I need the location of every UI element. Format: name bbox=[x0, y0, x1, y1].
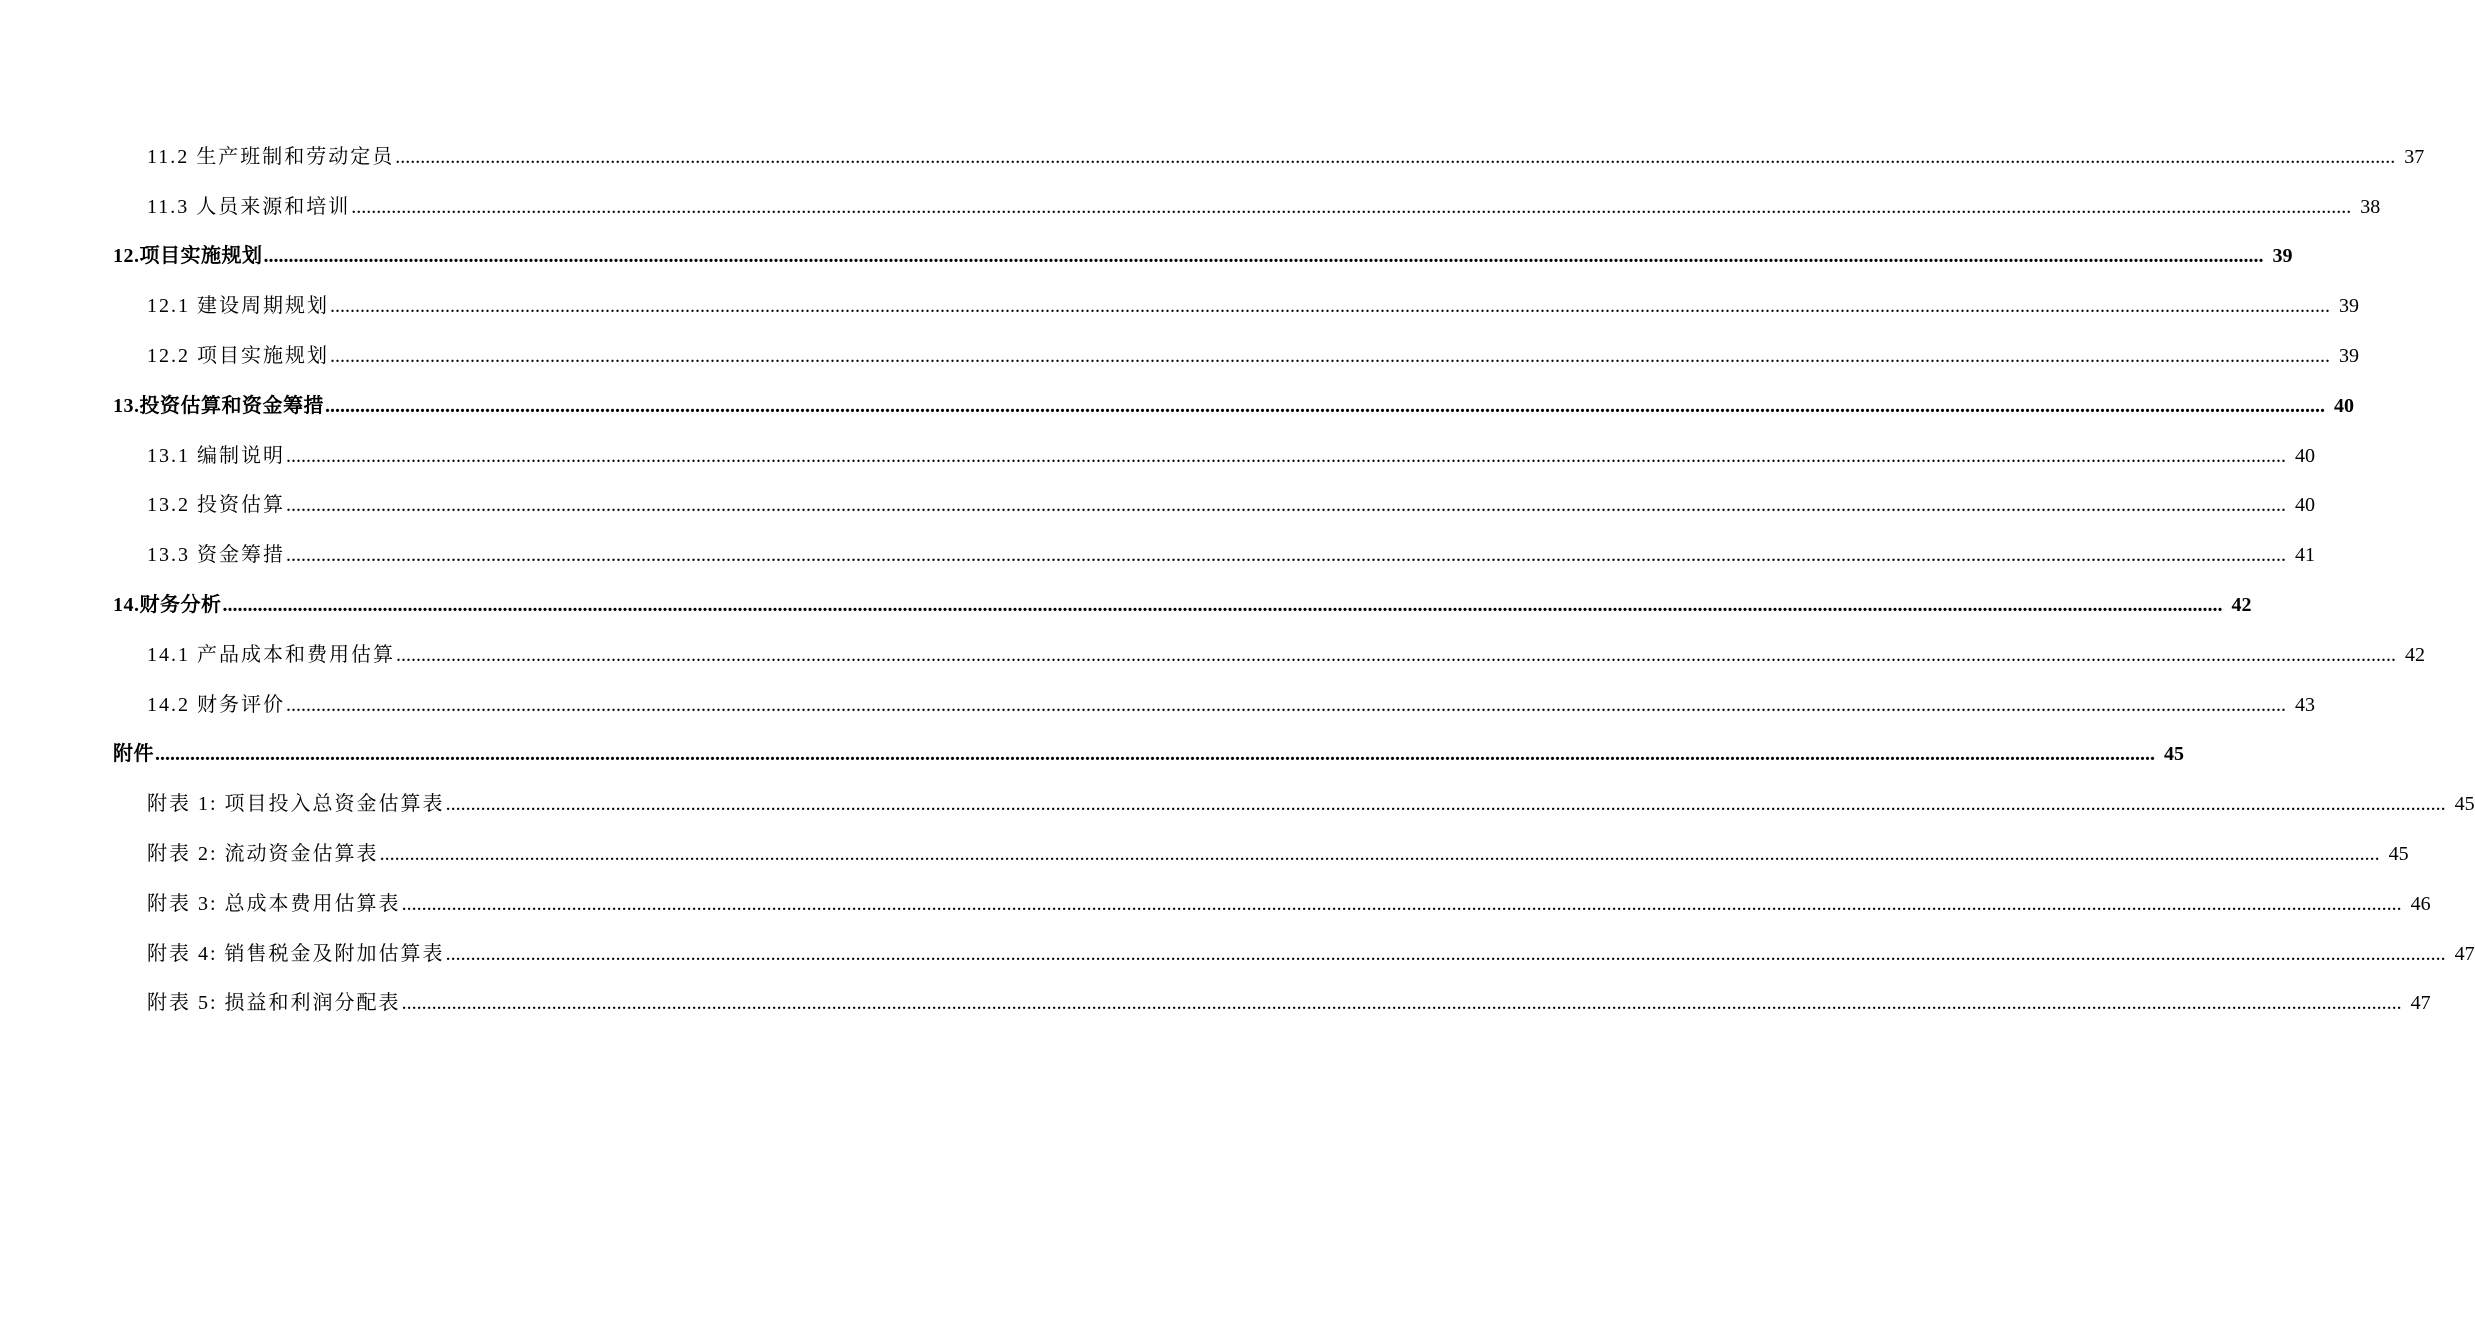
toc-page-number: 39 bbox=[2339, 295, 2359, 318]
toc-entry-9[interactable] bbox=[0, 517, 2315, 567]
toc-entry-7[interactable] bbox=[0, 418, 2315, 468]
toc-dot-leader: ................................................................................................................................................................................................................................................................................................................................................................................................................ bbox=[351, 195, 2352, 218]
toc-dot-leader: ................................................................................................................................................................................................................................................................................................................................................................................................................ bbox=[396, 643, 2396, 666]
toc-dot-leader: ................................................................................................................................................................................................................................................................................................................................................................................................................ bbox=[401, 992, 2402, 1015]
toc-entry-title: 14.2 财务评价 bbox=[147, 693, 285, 716]
toc-dot-leader: ................................................................................................................................................................................................................................................................................................................................................................................................................ bbox=[330, 344, 2330, 367]
toc-page-number: 40 bbox=[2295, 444, 2315, 467]
toc-dot-leader: ................................................................................................................................................................................................................................................................................................................................................................................................................ bbox=[401, 892, 2402, 915]
toc-entry-title: 11.2 生产班制和劳动定员 bbox=[147, 145, 395, 168]
toc-entry-11[interactable] bbox=[0, 617, 2425, 667]
toc-dot-leader: ................................................................................................................................................................................................................................................................................................................................................................................................................ bbox=[445, 942, 2446, 965]
toc-entry-14[interactable] bbox=[0, 766, 2475, 816]
toc-entry-title: 13.1 编制说明 bbox=[147, 444, 285, 467]
toc-page-number: 46 bbox=[2410, 892, 2431, 915]
toc-page-number: 45 bbox=[2454, 793, 2475, 816]
toc-dot-leader: ................................................................................................................................................................................................................................................................................................................................................................................................................ bbox=[330, 295, 2330, 318]
toc-entry-10[interactable] bbox=[0, 567, 2252, 617]
toc-entry-title: 13.投资估算和资金筹措 bbox=[113, 394, 324, 417]
toc-entry-title: 附表 5: 损益和利润分配表 bbox=[147, 992, 401, 1015]
toc-page-number: 45 bbox=[2164, 743, 2184, 766]
toc-entry-title: 附表 2: 流动资金估算表 bbox=[147, 842, 379, 865]
toc-entry-8[interactable] bbox=[0, 468, 2315, 518]
toc-entry-4[interactable] bbox=[0, 268, 2359, 318]
toc-dot-leader: ................................................................................................................................................................................................................................................................................................................................................................................................................ bbox=[222, 593, 2223, 616]
toc-entry-1[interactable] bbox=[0, 119, 2425, 169]
toc-page-number: 39 bbox=[2339, 344, 2359, 367]
toc-dot-leader: ................................................................................................................................................................................................................................................................................................................................................................................................................ bbox=[286, 494, 2286, 517]
toc-dot-leader: ................................................................................................................................................................................................................................................................................................................................................................................................................ bbox=[286, 444, 2286, 467]
toc-dot-leader: ................................................................................................................................................................................................................................................................................................................................................................................................................ bbox=[263, 245, 2264, 268]
toc-page-number: 40 bbox=[2295, 494, 2315, 517]
toc-entry-16[interactable] bbox=[0, 866, 2431, 916]
toc-page-number: 45 bbox=[2388, 842, 2409, 865]
toc-entry-title: 14.财务分析 bbox=[113, 593, 222, 616]
toc-dot-leader: ................................................................................................................................................................................................................................................................................................................................................................................................................ bbox=[286, 693, 2286, 716]
toc-entry-title: 12.项目实施规划 bbox=[113, 245, 263, 268]
toc-page-number: 39 bbox=[2272, 245, 2293, 268]
toc-dot-leader: ................................................................................................................................................................................................................................................................................................................................................................................................................ bbox=[379, 842, 2380, 865]
table-of-contents bbox=[0, 119, 2475, 1015]
toc-entry-title: 附件 bbox=[113, 743, 154, 766]
toc-entry-5[interactable] bbox=[0, 318, 2359, 368]
toc-dot-leader: ................................................................................................................................................................................................................................................................................................................................................................................................................ bbox=[155, 743, 2155, 766]
toc-entry-17[interactable] bbox=[0, 916, 2475, 966]
toc-page-number: 42 bbox=[2231, 593, 2252, 616]
toc-entry-18[interactable] bbox=[0, 966, 2431, 1016]
toc-entry-title: 附表 1: 项目投入总资金估算表 bbox=[147, 793, 445, 816]
toc-page-number: 41 bbox=[2295, 544, 2315, 567]
toc-page-number: 47 bbox=[2410, 992, 2431, 1015]
toc-entry-title: 13.2 投资估算 bbox=[147, 494, 285, 517]
toc-dot-leader: ................................................................................................................................................................................................................................................................................................................................................................................................................ bbox=[445, 793, 2446, 816]
toc-page-number: 38 bbox=[2360, 195, 2381, 218]
toc-dot-leader: ................................................................................................................................................................................................................................................................................................................................................................................................................ bbox=[325, 394, 2325, 417]
toc-entry-title: 13.3 资金筹措 bbox=[147, 544, 285, 567]
toc-entry-title: 11.3 人员来源和培训 bbox=[147, 195, 351, 218]
toc-entry-2[interactable] bbox=[0, 169, 2381, 219]
toc-entry-15[interactable] bbox=[0, 816, 2409, 866]
toc-entry-title: 12.2 项目实施规划 bbox=[147, 344, 329, 367]
toc-entry-3[interactable] bbox=[0, 219, 2293, 269]
toc-entry-title: 附表 3: 总成本费用估算表 bbox=[147, 892, 401, 915]
toc-page-number: 37 bbox=[2404, 145, 2425, 168]
toc-page-number: 47 bbox=[2454, 942, 2475, 965]
toc-dot-leader: ................................................................................................................................................................................................................................................................................................................................................................................................................ bbox=[286, 544, 2286, 567]
toc-page-number: 43 bbox=[2295, 693, 2315, 716]
toc-entry-title: 附表 4: 销售税金及附加估算表 bbox=[147, 942, 445, 965]
toc-entry-12[interactable] bbox=[0, 667, 2315, 717]
toc-entry-6[interactable] bbox=[0, 368, 2354, 418]
toc-dot-leader: ................................................................................................................................................................................................................................................................................................................................................................................................................ bbox=[395, 145, 2396, 168]
toc-entry-title: 14.1 产品成本和费用估算 bbox=[147, 643, 395, 666]
toc-entry-title: 12.1 建设周期规划 bbox=[147, 295, 329, 318]
toc-page-number: 40 bbox=[2334, 394, 2354, 417]
toc-entry-13[interactable] bbox=[0, 717, 2184, 767]
toc-page-number: 42 bbox=[2405, 643, 2425, 666]
